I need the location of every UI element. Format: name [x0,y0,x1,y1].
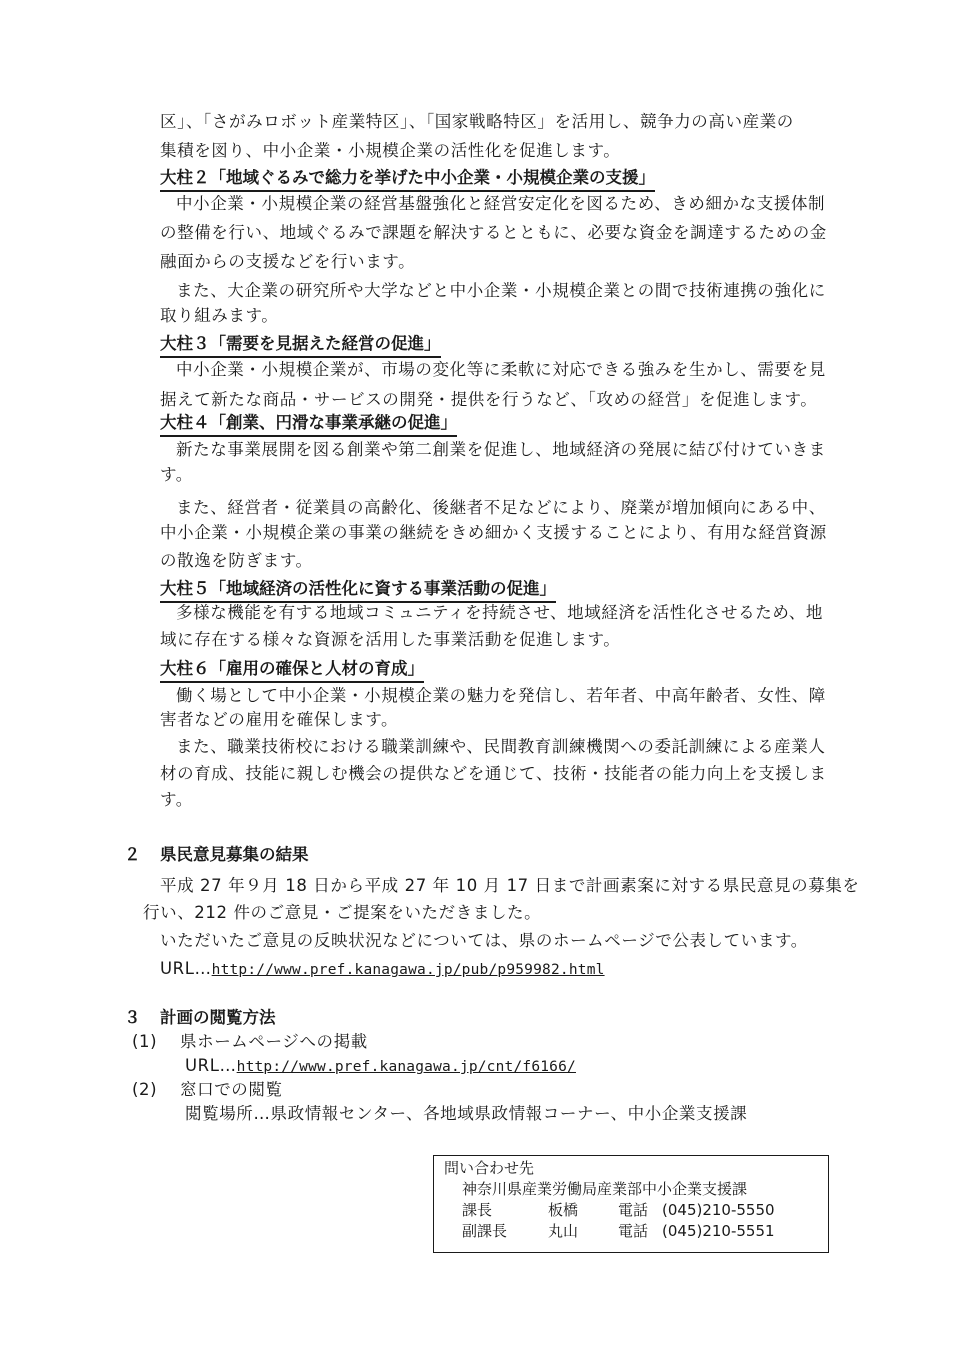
section2-text: いただいたご意見の反映状況などについては、県のホームページで公表しています。 [160,931,808,950]
pillar2-text: また、大企業の研究所や大学などと中小企業・小規模企業との間で技術連携の強化に [176,281,826,300]
contact-name: 丸山 [548,1222,579,1240]
section3-item2 [132,1078,812,1102]
pillar6-text: す。 [160,790,193,809]
pillar6-text: 働く場として中小企業・小規模企業の魅力を発信し、若年者、中高年齢者、女性、障 [176,686,826,705]
pillar6-text: また、職業技術校における職業訓練や、民間教育訓練機関への委託訓練による産業人 [176,737,826,756]
pillar4-text: また、経営者・従業員の高齢化、後継者不足などにより、廃業が増加傾向にある中、 [176,498,826,517]
pillar4-text: の散逸を防ぎます。 [160,551,313,570]
section3-number: ３ [124,1008,141,1027]
phone-number: (045)210-5551 [662,1222,775,1240]
section3-item2-detail: 閲覧場所…県政情報センター、各地域県政情報コーナー、中小企業支援課 [185,1104,748,1123]
pillar3-text: 据えて新たな商品・サービスの開発・提供を行うなど、「攻めの経営」を促進します。 [160,390,818,409]
pillar2-text: の整備を行い、地域ぐるみで課題を解決するとともに、必要な資金を調達するための金 [160,223,827,242]
section3-item1 [132,1030,812,1054]
pillar6-text: 害者などの雇用を確保します。 [160,710,399,729]
section2-title: 県民意見募集の結果 [160,845,309,864]
pillar5-text: 多様な機能を有する地域コミュニティを持続させ、地域経済を活性化させるため、地 [176,603,823,622]
pillar4-heading: 大柱４「創業、円滑な事業承継の促進」 [160,411,457,437]
pillar6-heading: 大柱６「雇用の確保と人材の育成」 [160,657,424,683]
phone-label: 電話 [618,1222,649,1240]
contact-department: 神奈川県産業労働局産業部中小企業支援課 [462,1180,748,1198]
contact-row-2 [462,1221,775,1242]
url-prefix: URL… [185,1056,237,1075]
phone-number: (045)210-5550 [662,1201,775,1219]
item1-title: 県ホームページへの掲載 [180,1032,368,1051]
pillar4-text: 中小企業・小規模企業の事業の継続をきめ細かく支援することにより、有用な経営資源 [160,523,827,542]
pillar4-text: 新たな事業展開を図る創業や第二創業を促進し、地域経済の発展に結び付けていきま [176,440,826,459]
section2-number: ２ [124,845,141,864]
pillar2-heading: 大柱２「地域ぐるみで総力を挙げた中小企業・小規模企業の支援」 [160,166,655,192]
pillar4-text: す。 [160,465,193,484]
section3-title: 計画の閲覧方法 [160,1008,276,1027]
pillar2-text: 融面からの支援などを行います。 [160,252,416,271]
pillar3-heading: 大柱３「需要を見据えた経営の促進」 [160,332,441,358]
pillar5-text: 域に存在する様々な資源を活用した事業活動を促進します。 [160,630,621,649]
section2-text: 行い、212 件のご意見・ご提案をいただきました。 [143,903,542,922]
feedback-url-link[interactable]: http://www.pref.kanagawa.jp/pub/p959982.html [211,962,605,978]
pillar6-text: 材の育成、技能に親しむ機会の提供などを通じて、技術・技能者の能力向上を支援しま [160,764,827,783]
contact-row-1 [462,1200,775,1221]
item2-number: (2) [132,1080,158,1099]
pillar3-text: 中小企業・小規模企業が、市場の変化等に柔軟に対応できる強みを生かし、需要を見 [176,360,826,379]
contact-title: 副課長 [462,1222,508,1240]
pillar2-text: 取り組みます。 [160,306,279,325]
intro-line: 集積を図り、中小企業・小規模企業の活性化を促進します。 [160,141,621,160]
contact-title: 課長 [462,1201,493,1219]
section2-url-line [160,957,840,982]
contact-name: 板橋 [548,1201,579,1219]
item1-number: (1) [132,1032,158,1051]
item2-title: 窓口での閲覧 [180,1080,283,1099]
url-prefix: URL… [160,959,212,978]
contact-label: 問い合わせ先 [444,1159,535,1177]
pillar5-heading: 大柱５「地域経済の活性化に資する事業活動の促進」 [160,577,556,603]
pillar2-text: 中小企業・小規模企業の経営基盤強化と経営安定化を図るため、きめ細かな支援体制 [176,194,826,213]
section3-item1-url-line [185,1054,865,1079]
phone-label: 電話 [618,1201,649,1219]
section2-text: 平成 27 年９月 18 日から平成 27 年 10 月 17 日まで計画素案に対する県民意見の募集を [160,876,860,895]
intro-line: 区」、「さがみロボット産業特区」、「国家戦略特区」を活用し、競争力の高い産業の [160,112,794,131]
contact-box [433,1155,829,1253]
plan-url-link[interactable]: http://www.pref.kanagawa.jp/cnt/f6166/ [236,1059,576,1075]
